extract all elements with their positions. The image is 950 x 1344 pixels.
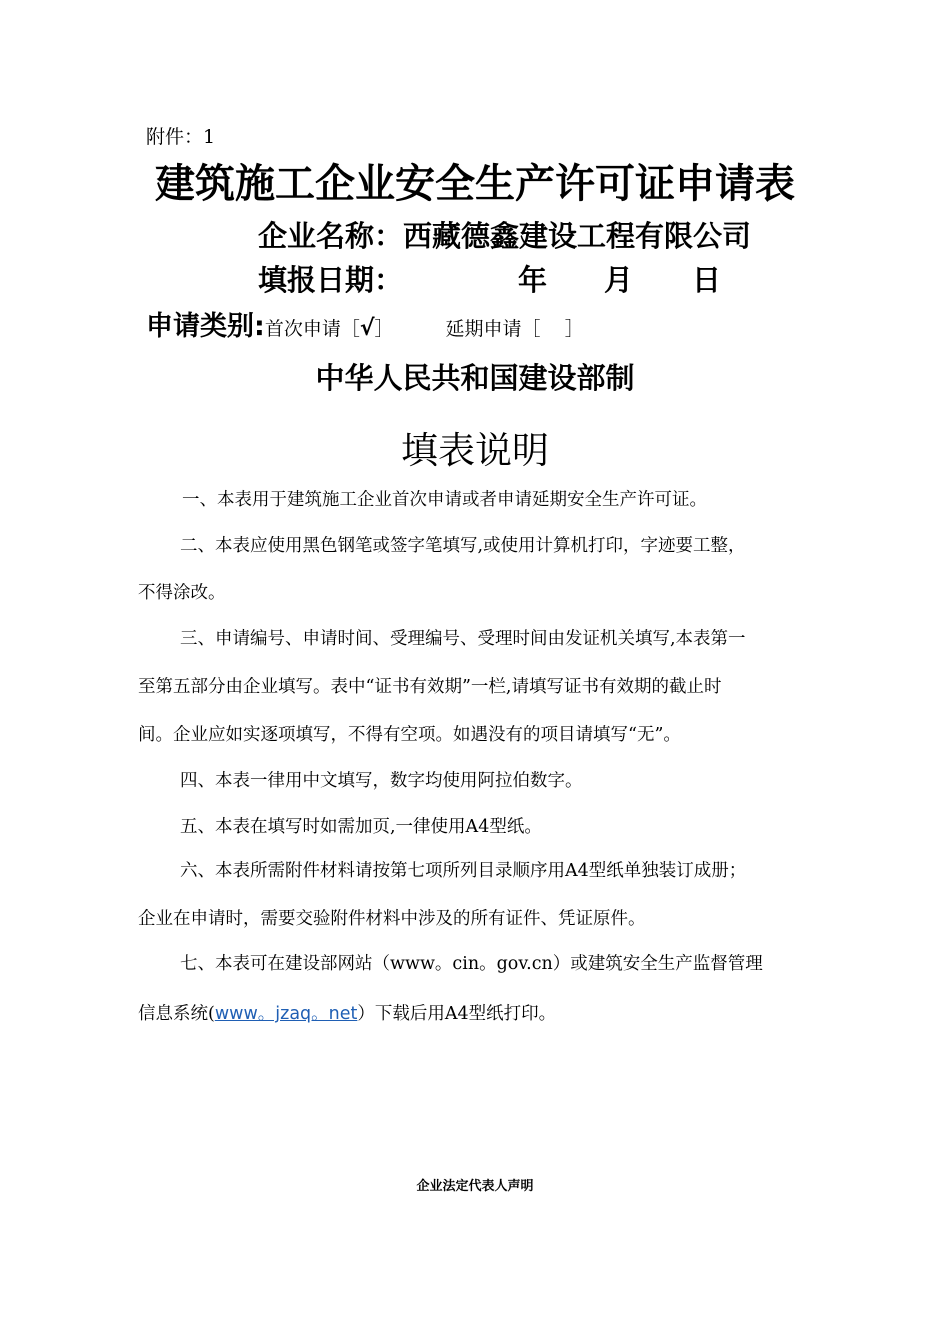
instruction-7: 七、本表可在建设部网站（www。cin。gov.cn）或建筑安全生产监督管理 (180, 954, 763, 974)
instruction-6: 六、本表所需附件材料请按第七项所列目录顺序用A4型纸单独装订成册； (180, 861, 747, 881)
issuer-line: 中华人民共和国建设部制 (315, 361, 635, 395)
instruction-6-cont: 企业在申请时，需要交验附件材料中涉及的所有证件、凭证原件。 (138, 909, 646, 929)
instructions-title: 填表说明 (401, 429, 549, 472)
extend-apply-option (446, 318, 584, 340)
category-label: 申请类别: (146, 311, 265, 342)
date-label: 填报日期： (258, 263, 404, 297)
date-year: 年 (518, 263, 548, 297)
declaration-title: 企业法定代表人声明 (416, 1179, 534, 1194)
form-title: 建筑施工企业安全生产许可证申请表 (155, 161, 795, 207)
extend-apply-label: 延期申请［ (445, 318, 541, 340)
first-apply-option (265, 318, 394, 340)
date-month: 月 (604, 263, 634, 297)
instruction-5: 五、本表在填写时如需加页,一律使用A4型纸。 (180, 817, 542, 837)
first-apply-close: ］ (374, 318, 394, 340)
instruction-1: 一、本表用于建筑施工企业首次申请或者申请延期安全生产许可证。 (182, 490, 707, 510)
instruction-7-prefix: 信息系统( (138, 1004, 215, 1024)
jzaq-link[interactable]: www。jzaq。net (214, 1004, 358, 1024)
attachment-label: 附件：1 (146, 126, 216, 148)
company-label: 企业名称： (258, 219, 404, 253)
company-name: 西藏德鑫建设工程有限公司 (403, 219, 752, 253)
date-day: 日 (692, 263, 722, 297)
instruction-7-cont (138, 1000, 818, 1025)
instruction-4: 四、本表一律用中文填写，数字均使用阿拉伯数字。 (180, 771, 583, 791)
instruction-2: 二、本表应使用黑色钢笔或签字笔填写,或使用计算机打印，字迹要工整， (180, 536, 746, 556)
instruction-3-cont-2: 间。企业应如实逐项填写，不得有空项。如遇没有的项目请填写“无”。 (138, 725, 681, 745)
first-apply-check: √ (359, 316, 375, 341)
category-row (146, 304, 584, 343)
instruction-2-cont: 不得涂改。 (138, 583, 226, 603)
date-row (258, 258, 722, 299)
instruction-7-suffix: ）下载后用A4型纸打印。 (357, 1004, 557, 1024)
instruction-3: 三、申请编号、申请时间、受理编号、受理时间由发证机关填写,本表第一 (180, 629, 746, 649)
company-row (258, 214, 751, 255)
instruction-3-cont-1: 至第五部分由企业填写。表中“证书有效期”一栏,请填写证书有效期的截止时 (138, 677, 722, 697)
extend-apply-close: ］ (564, 318, 584, 340)
first-apply-label: 首次申请［ (264, 318, 360, 340)
